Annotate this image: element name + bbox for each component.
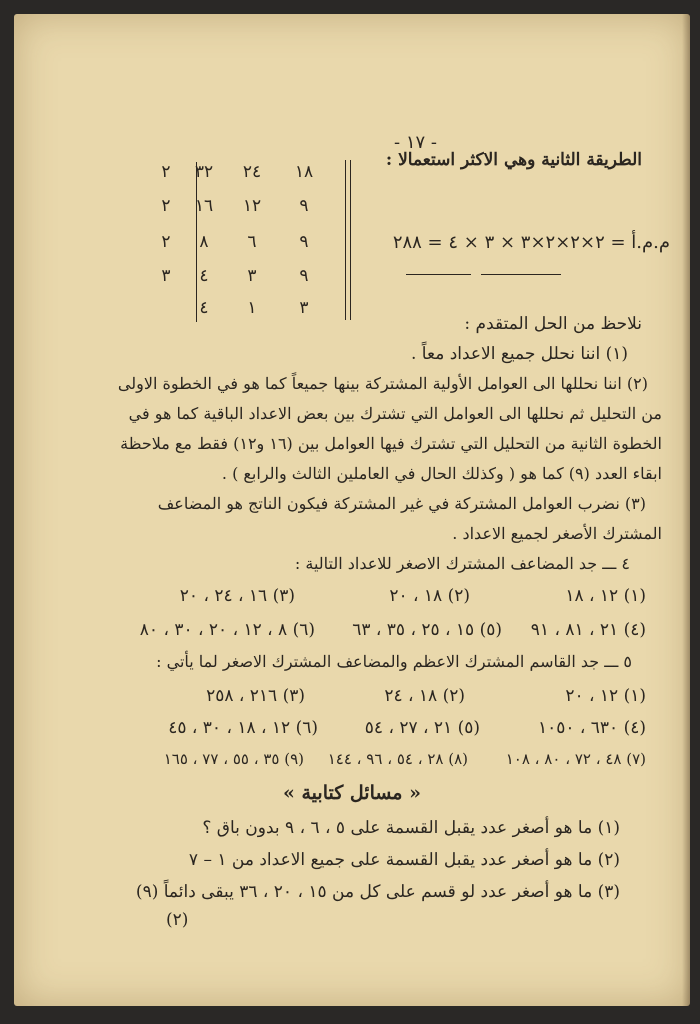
table-cell: ٤ [199,266,209,286]
exercise-4-item: (٣) ١٦ ، ٢٤ ، ٢٠ [179,586,295,606]
table-cell: ٨ [199,232,209,252]
notes-intro: نلاحظ من الحل المتقدم : [464,314,642,334]
exercise-4-item: (٤) ٢١ ، ٨١ ، ٩١ [530,620,646,640]
exercise-5-item: (٣) ٢١٦ ، ٢٥٨ [206,686,305,706]
note-2-line-1: (٢) اننا نحللها الى العوامل الأولية المشتركة بينها جميعاً كما هو في الخطوة الاولى [117,374,648,393]
note-3-line-1: (٣) نضرب العوامل المشتركة في غير المشتركة فيكون الناتج هو المضاعف [157,494,646,513]
table-cell: ٤ [199,298,209,318]
page-number: - ١٧ - [394,132,437,153]
exercise-5-item: (٥) ٢١ ، ٢٧ ، ٥٤ [364,718,480,738]
note-3-line-2: المشترك الأصغر لجميع الاعداد . [452,524,662,543]
table-cell: ١٦ [194,196,214,216]
exercise-4-title: ٤ ـــ جد المضاعف المشترك الاصغر للاعداد التالية : [294,554,630,573]
equation-underline [481,274,561,275]
table-cell: ١٨ [294,162,314,182]
table-cell: ٩ [299,196,309,216]
exercise-4-item: (٢) ١٨ ، ٢٠ [389,586,470,606]
exercise-5-item: (٧) ٤٨ ، ٧٢ ، ٨٠ ، ١٠٨ [505,750,646,768]
table-cell: ٩ [299,266,309,286]
table-cell: ٢٤ [242,162,262,182]
table-cell: ٣ [161,266,171,286]
table-cell: ٦ [247,232,257,252]
problem-3-continuation: (٢) [166,910,189,930]
written-problems-title: « مسائل كتابية » [283,782,421,804]
table-cell: ١٢ [242,196,262,216]
table-cell: ٩ [299,232,309,252]
table-cell: ٢ [161,232,171,252]
note-2-line-3: الخطوة الثانية من التحليل التي تشترك فيها العوامل بين (١٦ و١٢) فقط مع ملاحظة [120,434,662,453]
table-cell: ٣٢ [194,162,214,182]
exercise-4-item: (٦) ٨ ، ١٢ ، ٢٠ ، ٣٠ ، ٨٠ [139,620,315,640]
factor-table [161,154,334,324]
method-title: الطريقة الثانية وهي الاكثر استعمالا : [385,150,642,170]
equation-underline [406,274,471,275]
exercise-4-item: (٥) ١٥ ، ٢٥ ، ٣٥ ، ٦٣ [352,620,502,640]
table-cell: ١ [247,298,257,318]
exercise-5-item: (٨) ٢٨ ، ٥٤ ، ٩٦ ، ١٤٤ [327,750,468,768]
table-cell: ٢ [161,196,171,216]
vertical-double-rule [345,160,351,320]
exercise-5-item: (١) ١٢ ، ٢٠ [565,686,646,706]
note-2-line-4: ابقاء العدد (٩) كما هو ( وكذلك الحال في العاملين الثالث والرابع ) . [221,464,662,483]
lcm-equation: م.م.أ = ٢×٢×٢×٣ × ٣ × ٤ = ٢٨٨ [392,232,670,253]
table-cell: ٢ [161,162,171,182]
problem-1: (١) ما هو أصغر عدد يقبل القسمة على ٥ ، ٦ ، ٩ بدون باق ؟ [202,818,620,838]
table-cell: ٣ [247,266,257,286]
book-page [14,14,690,1006]
exercise-5-item: (٢) ١٨ ، ٢٤ [384,686,465,706]
note-2-line-2: من التحليل ثم نحللها الى العوامل التي تشترك بين بعض الاعداد الباقية كما هو في [128,404,662,423]
problem-2: (٢) ما هو أصغر عدد يقبل القسمة على جميع الاعداد من ١ – ٧ [188,850,620,870]
note-1: (١) اننا نحلل جميع الاعداد معاً . [411,344,628,364]
problem-3: (٣) ما هو أصغر عدد لو قسم على كل من ١٥ ، ٢٠ ، ٣٦ يبقى دائماً (٩) [135,882,620,902]
exercise-4-item: (١) ١٢ ، ١٨ [565,586,646,606]
exercise-5-item: (٦) ١٢ ، ١٨ ، ٣٠ ، ٤٥ [168,718,318,738]
exercise-5-item: (٤) ٦٣٠ ، ١٠٥٠ [537,718,646,738]
table-cell: ٣ [299,298,309,318]
exercise-5-item: (٩) ٣٥ ، ٥٥ ، ٧٧ ، ١٦٥ [163,750,304,768]
exercise-5-title: ٥ ـــ جد القاسم المشترك الاعظم والمضاعف المشترك الاصغر لما يأتي : [156,652,632,671]
